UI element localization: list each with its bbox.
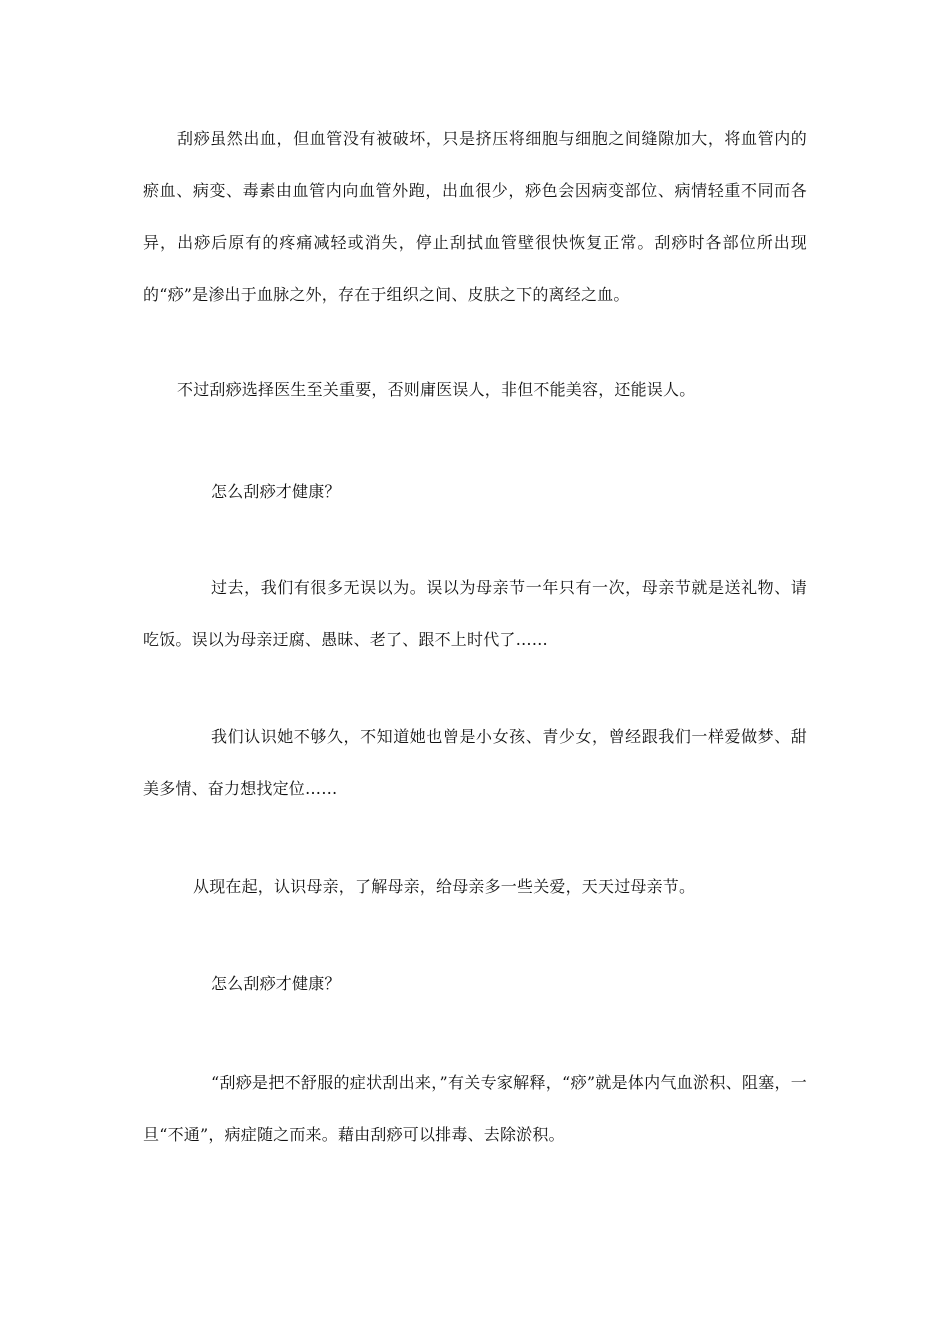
- paragraph-from-now-on: 从现在起，认识母亲，了解母亲，给母亲多一些关爱，天天过母亲节。: [193, 877, 696, 896]
- paragraph-know-mother: 我们认识她不够久，不知道她也曾是小女孩、青少女，曾经跟我们一样爱做梦、甜美多情、奋力想找定位……: [143, 727, 807, 798]
- paragraph-mothers-day-past: 过去，我们有很多无误以为。误以为母亲节一年只有一次，母亲节就是送礼物、请吃饭。误以为母亲迂腐、愚昧、老了、跟不上时代了……: [143, 578, 807, 649]
- section-heading-healthy-gua-sha-repeat: 怎么刮痧才健康？: [211, 974, 341, 993]
- section-heading-healthy-gua-sha: 怎么刮痧才健康？: [211, 482, 341, 501]
- paragraph-choose-doctor: 不过刮痧选择医生至关重要，否则庸医误人，非但不能美容，还能误人。: [177, 380, 696, 399]
- paragraph-expert-explanation: “刮痧是把不舒服的症状刮出来，”有关专家解释，“痧”就是体内气血淤积、阻塞，一旦“不通”，病症随之而来。藉由刮痧可以排毒、去除淤积。: [143, 1073, 807, 1144]
- paragraph-gua-sha-bleeding: 刮痧虽然出血，但血管没有被破坏，只是挤压将细胞与细胞之间缝隙加大，将血管内的瘀血、病变、毒素由血管内向血管外跑，出血很少，痧色会因病变部位、病情轻重不同而各异，出痧后原有的疼痛减轻或消失，停止刮拭血管壁很快恢复正常。刮痧时各部位所出现的“痧”是渗出于血脉之外，存在于组织之间、皮肤之下的离经之血。: [143, 129, 807, 304]
